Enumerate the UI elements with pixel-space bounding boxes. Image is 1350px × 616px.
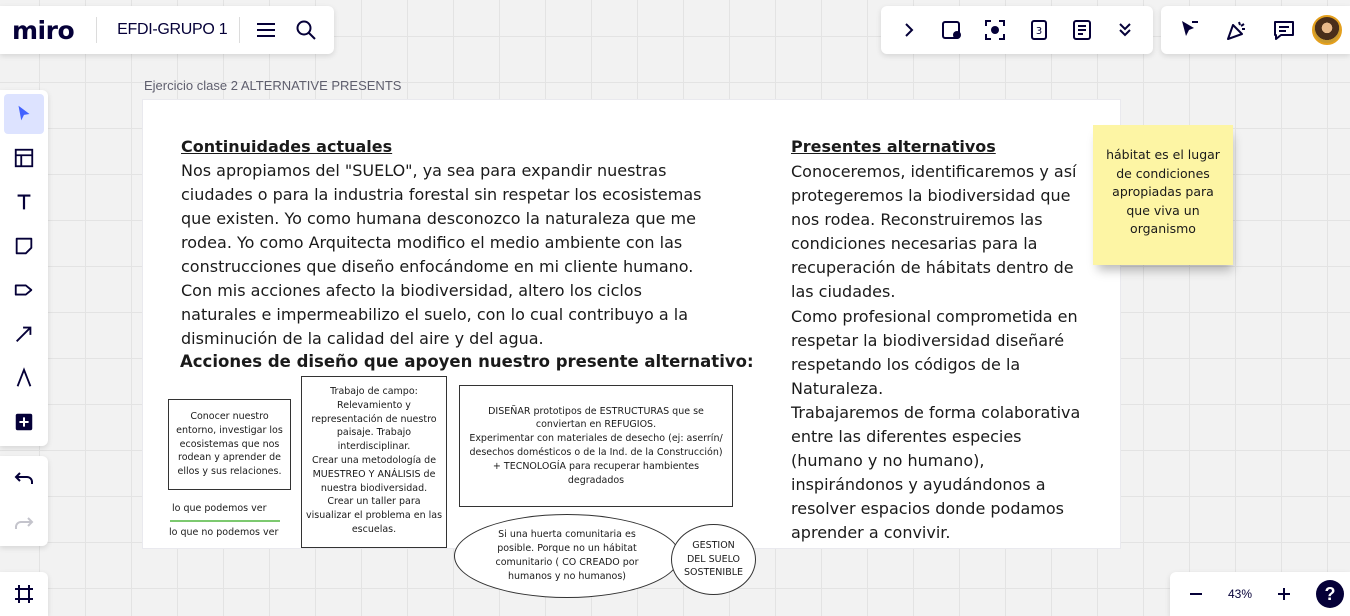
conocer-box[interactable] (168, 399, 291, 490)
card-add-icon (940, 18, 964, 42)
menu-button[interactable] (246, 10, 286, 50)
trabajo-text: Trabajo de campo: Relevamiento y representación de nuestro paisaje. Trabajo interdisciplinar. Crear una metodología de MUESTREO Y ANÁLISIS de nuestra biodiversidad. Crear un taller para visualizar el problema en las escuelas. (306, 386, 443, 535)
sticky-note-text: hábitat es el lugar de condiciones apropiadas para que viva un organismo (1106, 147, 1220, 236)
template-icon (13, 147, 35, 169)
notes-button[interactable] (1062, 10, 1102, 50)
timer-icon (1027, 18, 1051, 42)
pen-tool[interactable] (4, 358, 44, 398)
templates-tool[interactable] (4, 138, 44, 178)
zoom-level[interactable]: 43% (1227, 587, 1252, 601)
divider (96, 17, 97, 43)
trabajo-box[interactable] (301, 376, 447, 548)
presentes-text[interactable]: Conoceremos, identificaremos y así protegeremos la biodiversidad que nos rodea. Reconstruiremos las condiciones necesarias para la recuperación de hábitats dentro de las ciudades. Como profesional comprometida en respetar la biodiversidad diseñaré respetando los códigos de la Naturaleza. Trabajaremos de forma colaborativa entre las diferentes especies (humano y no humano), inspirándonos y ayudándonos a resolver espacios donde podamos aprender a convivir. (791, 162, 1081, 543)
comment-icon (1272, 18, 1296, 42)
frames-button[interactable] (4, 574, 44, 614)
plus-square-icon (13, 411, 35, 433)
user-avatar[interactable] (1312, 15, 1342, 45)
undo-icon (12, 467, 36, 491)
party-popper-icon (1225, 18, 1249, 42)
chevron-right-icon (897, 18, 921, 42)
more-tools-button[interactable] (1105, 10, 1145, 50)
divider (239, 17, 240, 43)
presentes-heading[interactable]: Presentes alternativos (791, 137, 996, 156)
huerta-text: Si una huerta comunitaria es posible. Porque no un hábitat comunitario ( CO CREADO por humanos y no humanos) (495, 529, 639, 582)
creation-toolbar (0, 90, 48, 446)
arrow-icon (13, 323, 35, 345)
timer-button[interactable] (932, 10, 972, 50)
connector-tool[interactable] (4, 314, 44, 354)
chevron-double-down-icon (1113, 18, 1137, 42)
invisible-label[interactable]: lo que no podemos ver (169, 527, 279, 538)
svg-text:3: 3 (1035, 26, 1042, 37)
follow-cursor-button[interactable] (1169, 10, 1209, 50)
minus-icon (1184, 582, 1208, 606)
redo-button[interactable] (4, 504, 44, 544)
plus-icon (1272, 582, 1296, 606)
sticky-note-tool[interactable] (4, 226, 44, 266)
pointer-icon (13, 103, 35, 125)
pen-icon (13, 367, 35, 389)
sticky-note-icon (13, 235, 35, 257)
undo-button[interactable] (4, 459, 44, 499)
collaboration-toolbar (1161, 6, 1350, 54)
zoom-in-button[interactable] (1264, 574, 1304, 614)
gestion-text: GESTION DEL SUELO SOSTENIBLE (683, 539, 744, 579)
shapes-icon (13, 279, 35, 301)
redo-icon (12, 512, 36, 536)
disenar-box[interactable] (459, 385, 733, 507)
text-icon (13, 191, 35, 213)
text-tool[interactable] (4, 182, 44, 222)
visible-label[interactable]: lo que podemos ver (172, 503, 267, 514)
conocer-text: Conocer nuestro entorno, investigar los ecosistemas que nos rodean y aprender de ellos y sus relaciones. (176, 411, 283, 478)
huerta-ellipse[interactable] (454, 514, 680, 598)
hamburger-icon (254, 18, 278, 42)
focus-button[interactable] (975, 10, 1015, 50)
history-toolbar (0, 456, 48, 546)
disenar-text: DISEÑAR prototipos de ESTRUCTURAS que se conviertan en REFUGIOS. Experimentar con materiales de desecho (ej: aserrín/ desechos domésticos o de la Ind. de la Construcción) + TECNOLOGÍA para recuperar hambientes degradados (469, 405, 723, 486)
frames-panel (0, 572, 48, 616)
expand-toolbar-button[interactable] (889, 10, 929, 50)
board-header (0, 6, 334, 54)
sticky-note[interactable] (1093, 125, 1233, 265)
search-icon (294, 18, 318, 42)
continuidades-heading[interactable]: Continuidades actuales (181, 137, 393, 156)
board-title[interactable]: EFDI-GRUPO 1 (117, 21, 228, 38)
more-apps-tool[interactable] (4, 402, 44, 442)
frame-title[interactable]: Ejercicio clase 2 ALTERNATIVE PRESENTS (144, 78, 402, 93)
comments-button[interactable] (1264, 10, 1304, 50)
cursor-flag-icon (1177, 18, 1201, 42)
document-icon (1070, 18, 1094, 42)
shapes-tool[interactable] (4, 270, 44, 310)
continuidades-text[interactable]: Nos apropiamos del "SUELO", ya sea para expandir nuestras ciudades o para la industria forestal sin respetar los ecosistemas que existen. Yo como humana desconozco la naturaleza que me rodea. Yo como Arquitecta modifico el medio ambiente con las construcciones que diseño enfocándome en mi cliente humano. Con mis acciones afecto la biodiversidad, altero los ciclos naturales e impermeabilizo el suelo, con lo cual contribuyo a la disminución de la calidad del aire y del agua. (181, 161, 702, 348)
acciones-heading[interactable]: Acciones de diseño que apoyen nuestro presente alternativo: (180, 352, 754, 371)
miro-logo[interactable]: miro (12, 15, 75, 45)
board-toolbar (881, 6, 1153, 54)
help-button[interactable]: ? (1316, 580, 1344, 608)
frame-icon (12, 582, 36, 606)
celebrate-button[interactable] (1217, 10, 1257, 50)
select-tool[interactable] (4, 94, 44, 134)
countdown-button[interactable] (1019, 10, 1059, 50)
gestion-ellipse[interactable] (671, 524, 756, 595)
zoom-controls (1170, 572, 1350, 616)
focus-frame-icon (983, 18, 1007, 42)
divider-line[interactable] (170, 520, 280, 522)
search-button[interactable] (286, 10, 326, 50)
zoom-out-button[interactable] (1176, 574, 1216, 614)
